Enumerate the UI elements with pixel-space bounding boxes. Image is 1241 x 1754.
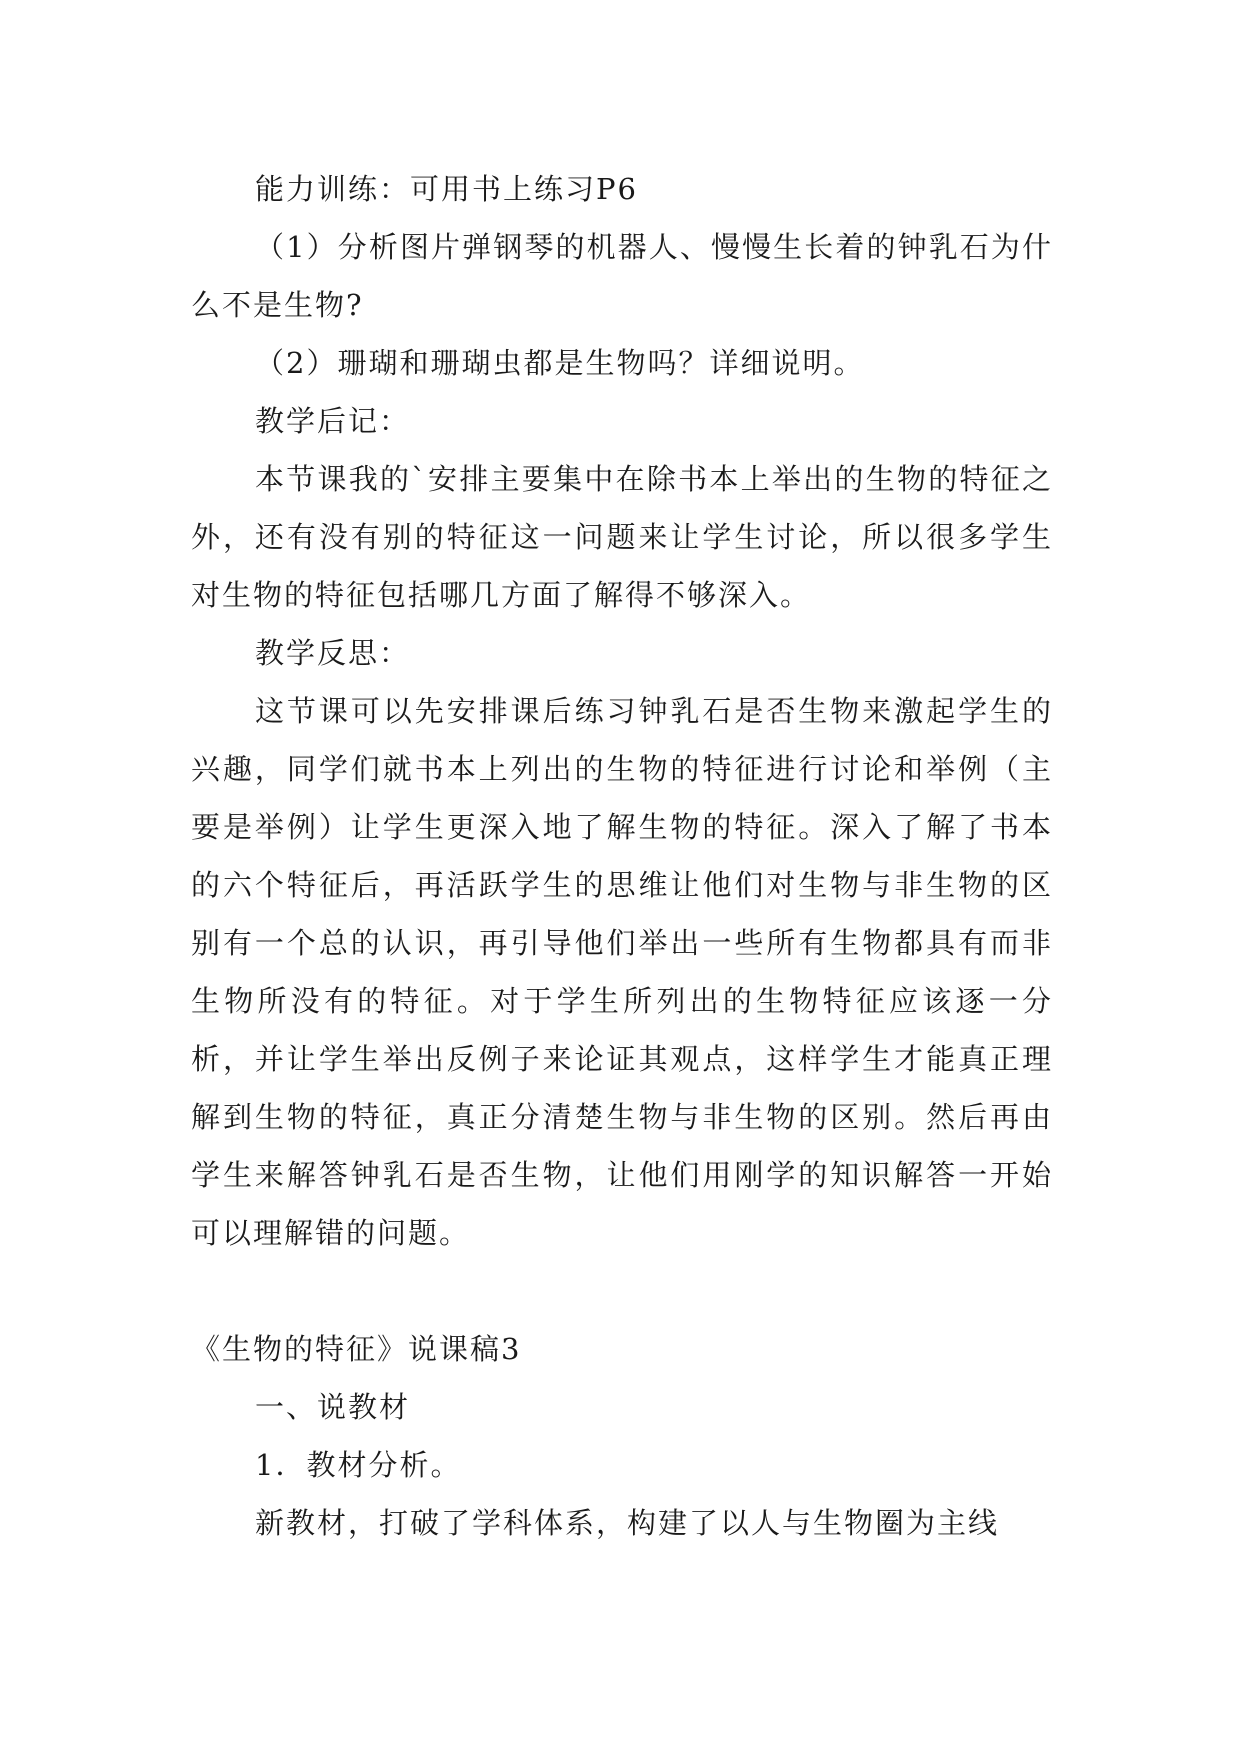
heading-textbook-analysis: 1．教材分析。 (255, 1448, 462, 1482)
heading-textbook: 一、说教材 (255, 1390, 411, 1424)
heading-teaching-notes: 教学后记： (255, 404, 411, 438)
paragraph-ability-training: 能力训练：可用书上练习P6 (255, 172, 638, 206)
document-body (191, 160, 1053, 1552)
paragraph-question-2: （2）珊瑚和珊瑚虫都是生物吗？详细说明。 (255, 346, 865, 380)
paragraph-new-textbook: 新教材，打破了学科体系，构建了以人与生物圈为主线 (255, 1506, 1000, 1540)
heading-teaching-reflection: 教学反思： (255, 636, 411, 670)
paragraph-question-1: （1）分析图片弹钢琴的机器人、慢慢生长着的钟乳石为什么不是生物? (191, 230, 1053, 322)
section-spacer (191, 1262, 1053, 1320)
paragraph-teaching-reflection: 这节课可以先安排课后练习钟乳石是否生物来激起学生的兴趣，同学们就书本上列出的生物的特征进行讨论和举例（主要是举例）让学生更深入地了解生物的特征。深入了解了书本的六个特征后，再活跃学生的思维让他们对生物与非生物的区别有一个总的认识，再引导他们举出一些所有生物都具有而非生物所没有的特征。对于学生所列出的生物特征应该逐一分析，并让学生举出反例子来论证其观点，这样学生才能真正理解到生物的特征，真正分清楚生物与非生物的区别。然后再由学生来解答钟乳石是否生物，让他们用刚学的知识解答一开始可以理解错的问题。 (191, 694, 1053, 1250)
section-title: 《生物的特征》说课稿3 (191, 1332, 522, 1366)
paragraph-teaching-notes: 本节课我的`安排主要集中在除书本上举出的生物的特征之外，还有没有别的特征这一问题来让学生讨论，所以很多学生对生物的特征包括哪几方面了解得不够深入。 (191, 462, 1053, 612)
